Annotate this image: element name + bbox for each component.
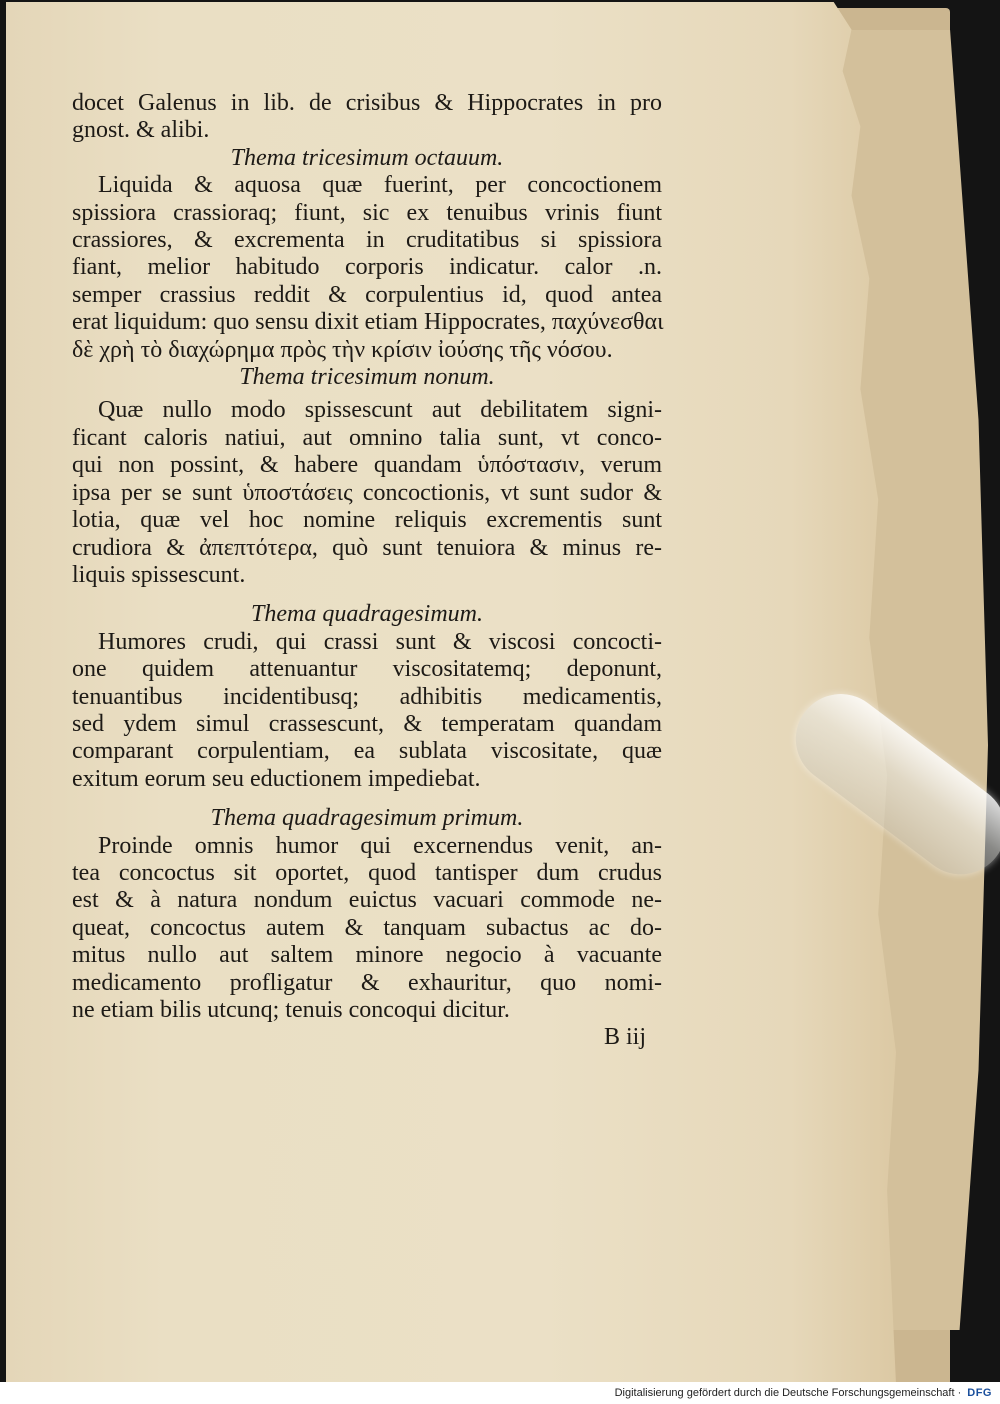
text-line: erat liquidum: quo sensu dixit etiam Hippocrates, παχύνεσθαι: [72, 309, 664, 336]
text-line: tenuantibus incidentibusq; adhibitis medicamentis,: [72, 683, 662, 710]
text-line: Humores crudi, qui crassi sunt & viscosi concocti-: [98, 628, 662, 655]
text-line: ne etiam bilis utcunq; tenuis concoqui dicitur.: [72, 997, 510, 1023]
text-line: Quæ nullo modo spissescunt aut debilitatem signi-: [98, 397, 662, 424]
text-line: crudiora & ἀπεπτότερα, quò sunt tenuiora & minus re-: [72, 534, 662, 561]
text-line: exitum eorum seu eductionem impediebat.: [72, 765, 481, 792]
text-line: est & à natura nondum euictus vacuari commode ne-: [72, 887, 662, 914]
text-line: comparant corpulentiam, ea sublata viscositate, quæ: [72, 738, 662, 765]
page-text: [72, 90, 662, 1052]
text-line: Proinde omnis humor qui excernendus venit, an-: [98, 832, 662, 859]
text-line: ficant caloris natiui, aut omnino talia sunt, vt conco-: [72, 424, 662, 451]
thema-heading-41: Thema quadragesimum primum.: [210, 805, 524, 832]
signature-mark: B iij: [603, 1024, 646, 1051]
text-line: queat, concoctus autem & tanquam subactus ac do-: [72, 914, 662, 941]
text-line: Liquida & aquosa quæ fuerint, per concoctionem: [98, 172, 662, 199]
text-line: δὲ χρὴ τὸ διαχώρημα πρὸς τὴν κρίσιν ἰούσης τῆς νόσου.: [72, 336, 613, 363]
text-line: tea concoctus sit oportet, quod tantisper dum crudus: [72, 859, 662, 886]
footer-credit: Digitalisierung gefördert durch die Deutsche Forschungsgemeinschaft ·: [614, 1387, 962, 1399]
text-line: semper crassius reddit & corpulentius id, quod antea: [72, 281, 662, 308]
thema-heading-40: Thema quadragesimum.: [251, 601, 483, 628]
text-line: fiant, melior habitudo corporis indicatur. calor .n.: [72, 254, 662, 281]
text-line: lotia, quæ vel hoc nomine reliquis excrementis sunt: [72, 507, 662, 534]
text-line: docet Galenus in lib. de crisibus & Hippocrates in pro: [72, 90, 662, 116]
thema-heading-38: Thema tricesimum octauum.: [230, 144, 504, 171]
dfg-logo-icon: DFG: [967, 1387, 992, 1399]
text-line: qui non possint, & habere quandam ὑπόστασιν, verum: [72, 452, 662, 479]
text-line: mitus nullo aut saltem minore negocio à vacuante: [72, 942, 662, 969]
text-line: one quidem attenuantur viscositatemq; deponunt,: [72, 656, 662, 683]
text-line: gnost. & alibi.: [72, 117, 210, 144]
text-line: spissiora crassioraq; fiunt, sic ex tenuibus vrinis fiunt: [72, 199, 662, 226]
text-line: crassiores, & excrementa in cruditatibus si spissiora: [72, 227, 662, 254]
text-line: sed ydem simul crassescunt, & temperatam quandam: [72, 710, 662, 737]
thema-heading-39: Thema tricesimum nonum.: [239, 364, 495, 391]
text-line: ipsa per se sunt ὑποστάσεις concoctionis, vt sunt sudor &: [72, 479, 662, 506]
footer-bar: [0, 1382, 1000, 1404]
text-line: medicamento profligatur & exhauritur, quo nomi-: [72, 969, 662, 996]
text-line: liquis spissescunt.: [72, 561, 246, 588]
